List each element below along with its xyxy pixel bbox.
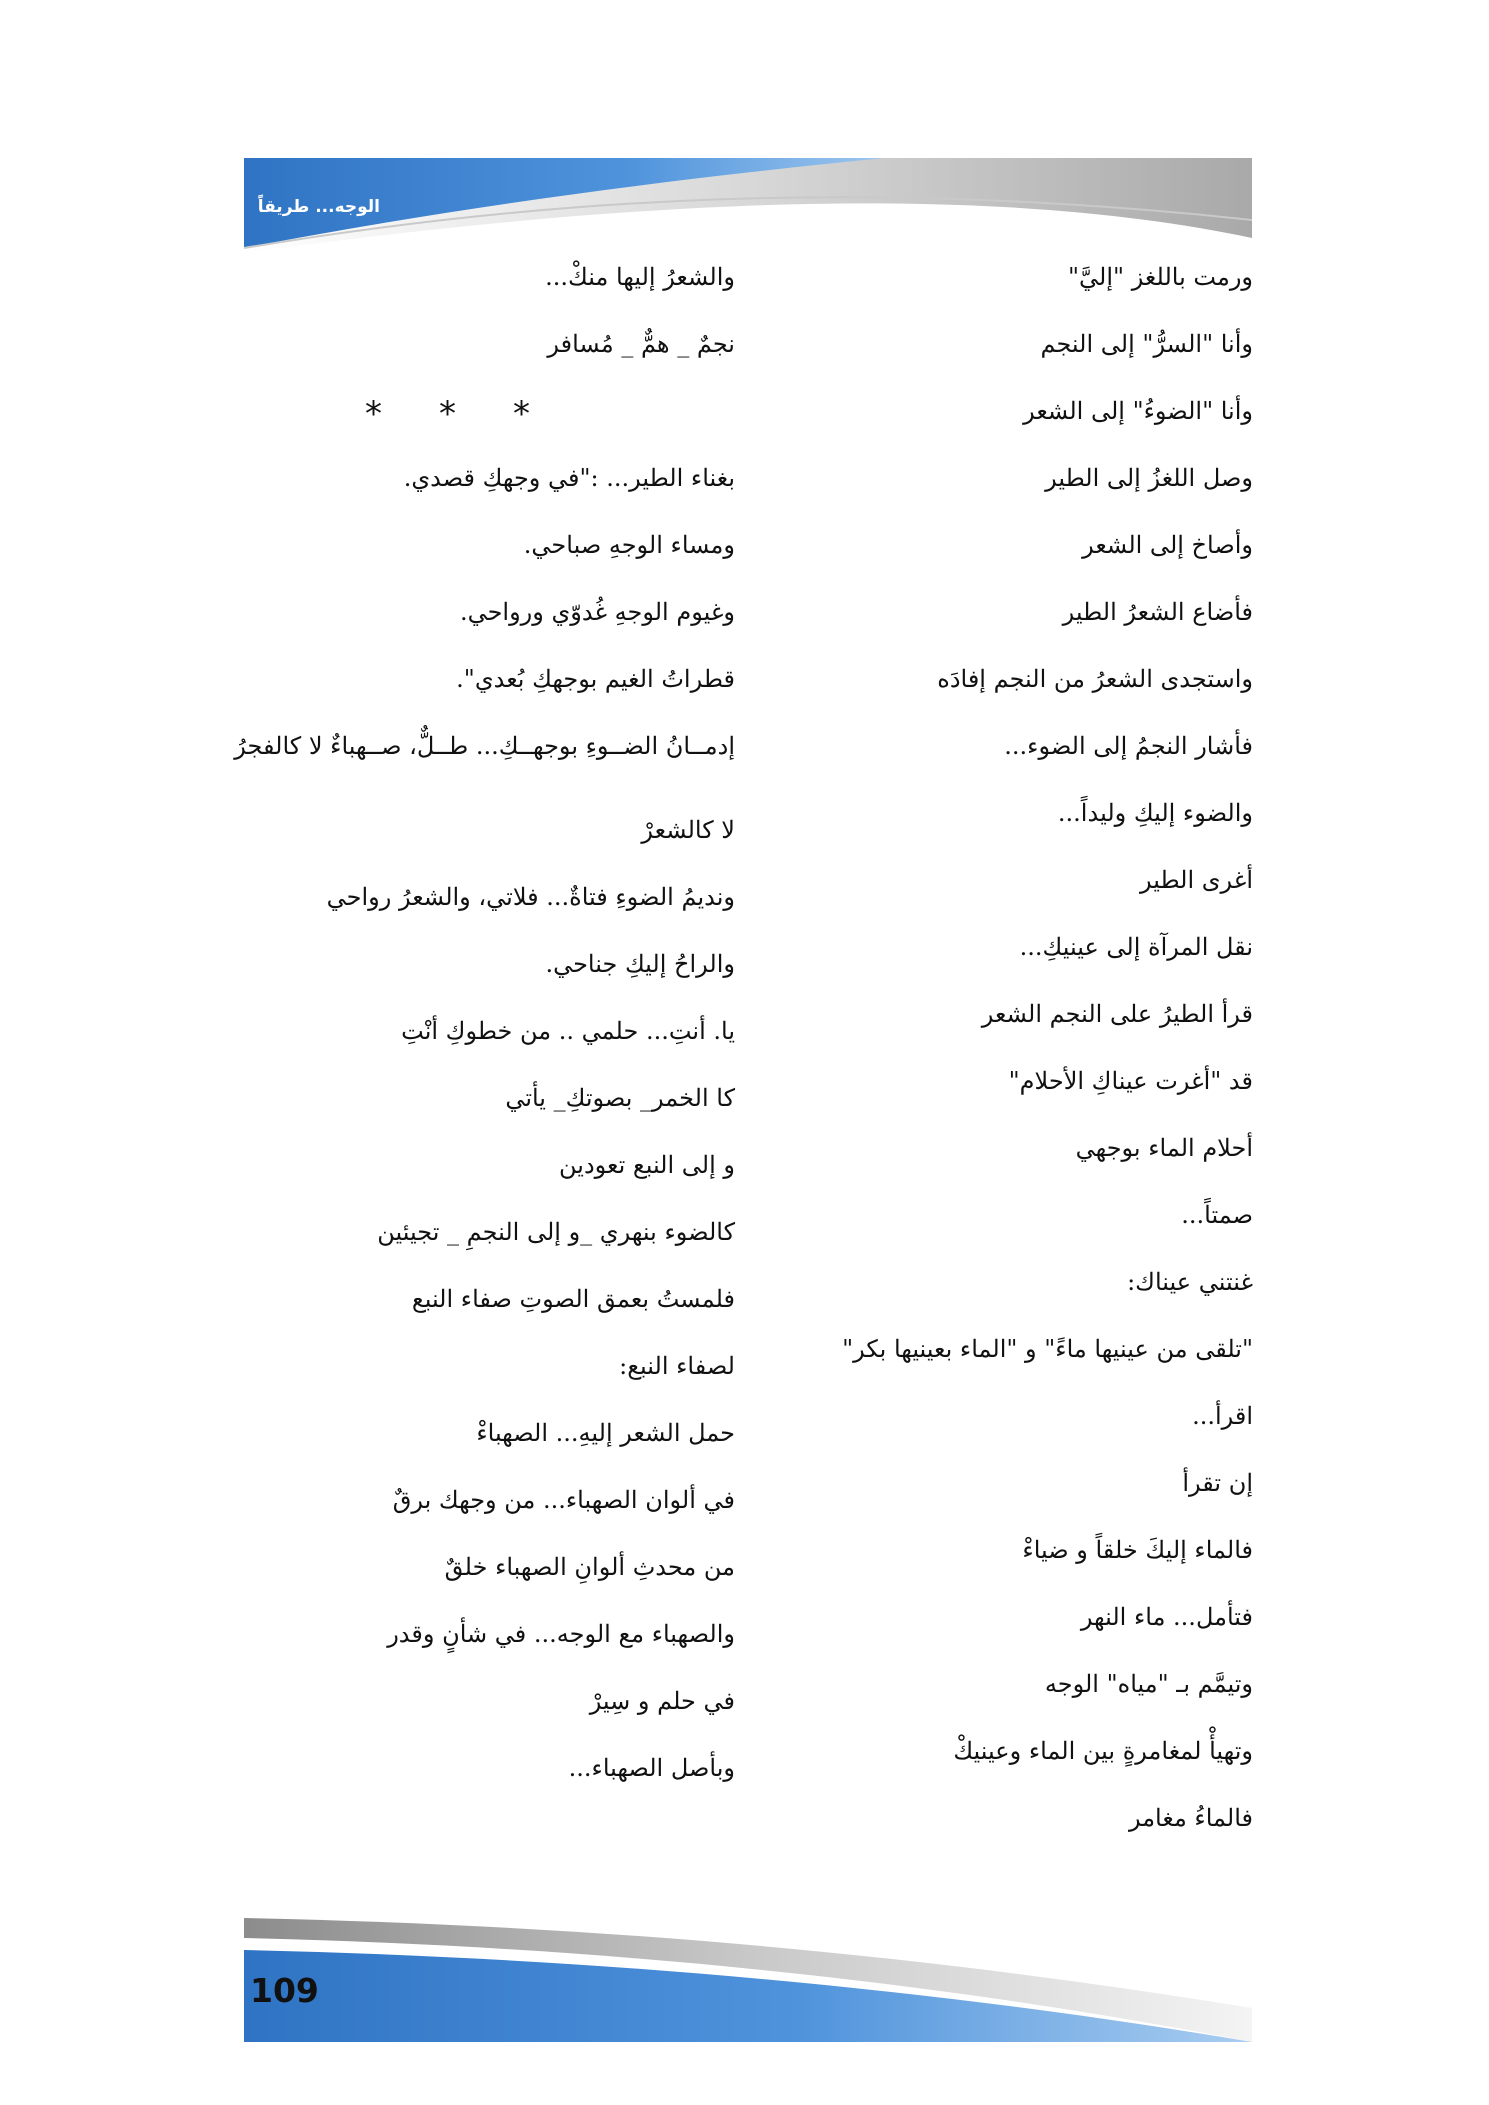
verse-line: من محدثِ ألوانِ الصهباء خلقٌ <box>444 1553 735 1581</box>
verse-line: كالضوء بنهري _و إلى النجمِ _ تجيئين <box>377 1218 735 1246</box>
verse-line: إدمــانُ الضــوءِ بوجهــكِ... طــلٌّ، صــهباءٌ لا كالفجرُ <box>234 732 735 760</box>
verse-line: "تلقى من عينيها ماءً" و "الماء بعينيها بكر" <box>842 1335 1253 1363</box>
separator-star: * <box>365 394 382 434</box>
verse-line: والصهباء مع الوجه... في شأنٍ وقدر <box>387 1620 735 1648</box>
verse-line: والشعرُ إليها منكْ... <box>545 263 735 291</box>
verse-line: فالماءُ مغامر <box>1128 1804 1253 1832</box>
verse-line: وصل اللغزُ إلى الطير <box>1045 464 1253 492</box>
verse-line: فتأمل... ماء النهر <box>1080 1603 1253 1631</box>
verse-line: والضوء إليكِ وليداً... <box>1057 799 1253 827</box>
verse-line: في حلم و سِيرْ <box>589 1687 735 1715</box>
running-header-title: الوجه... طريقاً <box>257 197 380 217</box>
verse-line: ونديمُ الضوءِ فتاةٌ... فلاتي، والشعرُ رواحي <box>326 883 735 911</box>
verse-line: إن تقرأ <box>1182 1469 1253 1497</box>
verse-line: و إلى النبع تعودين <box>559 1151 735 1179</box>
verse-line: قد "أغرت عيناكِ الأحلام" <box>1008 1067 1253 1095</box>
verse-line: كا الخمر_ بصوتكِ_ يأتي <box>505 1084 735 1112</box>
section-separator <box>215 386 735 453</box>
verse-line: اقرأ... <box>1192 1402 1253 1430</box>
verse-line: وتهيأْ لمغامرةٍ بين الماء وعينيكْ <box>953 1737 1253 1765</box>
separator-star: * <box>439 394 456 434</box>
page-number: 109 <box>250 1971 319 2010</box>
verse-line: فأشار النجمُ إلى الضوء... <box>1004 732 1253 760</box>
verse-line: وتيمَّم بـ "مياه" الوجه <box>1044 1670 1253 1698</box>
separator-star: * <box>513 394 530 434</box>
verse-line: وأنا "السرُّ" إلى النجم <box>1040 330 1253 358</box>
verse-line: نقل المرآة إلى عينيكِ... <box>1019 933 1253 961</box>
verse-line: نجمٌ _ همٌّ _ مُسافر <box>547 330 735 358</box>
verse-line: لا كالشعرْ <box>641 816 735 844</box>
verse-line: وغيوم الوجهِ غُدوّي ورواحي. <box>459 598 735 626</box>
verse-line: يا. أنتِ... حلمي .. من خطوكِ أنْتِ <box>401 1017 735 1045</box>
verse-line: غنتني عيناك: <box>1127 1268 1253 1296</box>
verse-line: أحلام الماء بوجهي <box>1075 1134 1253 1162</box>
verse-line: فلمستُ بعمق الصوتِ صفاء النبع <box>411 1285 735 1313</box>
header-band <box>244 158 1252 258</box>
verse-line: واستجدى الشعرُ من النجم إفادَه <box>937 665 1253 693</box>
verse-line: لصفاء النبع: <box>619 1352 735 1380</box>
verse-line: ورمت باللغز "إليَّ" <box>1068 263 1253 291</box>
verse-line: وأصاخ إلى الشعر <box>1082 531 1253 559</box>
verse-line: بغناء الطير... :"في وجهكِ قصدي. <box>403 464 735 492</box>
verse-line: والراحُ إليكِ جناحي. <box>545 950 735 978</box>
verse-line: قطراتُ الغيم بوجهكِ بُعدي". <box>456 665 735 693</box>
verse-line: فأضاع الشعرُ الطير <box>1062 598 1253 626</box>
footer-band <box>244 1918 1252 2042</box>
left-column <box>215 252 735 1810</box>
verse-line: وأنا "الضوءُ" إلى الشعر <box>1023 397 1253 425</box>
verse-line: في ألوان الصهباء... من وجهك برقٌ <box>392 1486 735 1514</box>
verse-line: حمل الشعر إليهِ... الصهباءْ <box>476 1419 735 1447</box>
verse-line: فالماء إليكَ خلقاً و ضياءْ <box>1022 1536 1253 1564</box>
verse-line: وبأصل الصهباء... <box>568 1754 735 1782</box>
right-column <box>813 252 1253 1860</box>
verse-line: أغرى الطير <box>1139 866 1253 894</box>
verse-line: ومساء الوجهِ صباحي. <box>523 531 735 559</box>
verse-line: صمتاً... <box>1181 1201 1253 1229</box>
verse-line: قرأ الطيرُ على النجم الشعر <box>981 1000 1253 1028</box>
